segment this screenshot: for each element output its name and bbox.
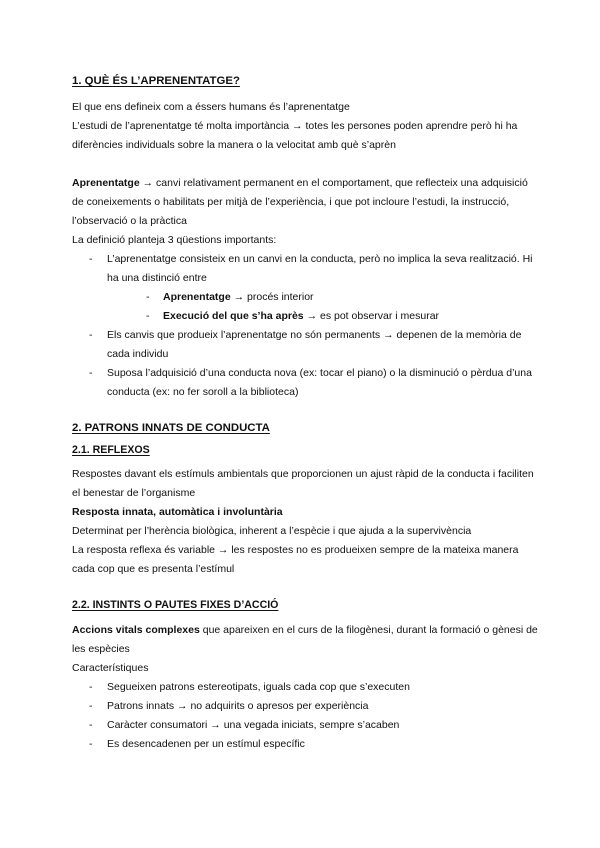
instints-heading: 2.2. INSTINTS O PAUTES FIXES D’ACCIÓ	[72, 599, 279, 611]
reflexos-paragraph-1: Respostes davant els estímuls ambientals que proporcionen un ajust ràpid de la conducta i faciliten el benestar de l’organisme	[72, 468, 534, 499]
reflexos-heading: 2.1. REFLEXOS	[72, 444, 150, 456]
sub-text-proces: → procés interior	[230, 291, 314, 303]
definition-term: Aprenentatge	[72, 177, 140, 189]
list-item: - Patrons innats → no adquirits o apresos per experiència	[72, 697, 542, 716]
instints-lead-text: que apareixen en el curs de la filogènesi, durant la formació o gènesi de les espècies	[72, 624, 538, 655]
question-1-sublist	[127, 288, 542, 326]
document-page	[72, 72, 542, 754]
sub-term-aprenentatge: Aprenentatge	[163, 291, 231, 303]
section-2-heading: 2. PATRONS INNATS DE CONDUCTA	[72, 422, 270, 434]
list-item: - Es desencadenen per un estímul específic	[72, 735, 542, 754]
reflexos-paragraph-2: Determinat per l’herència biològica, inherent a l’espècie i que ajuda a la supervivència	[72, 525, 472, 537]
list-item: - Suposa l’adquisició d’una conducta nova (ex: tocar el piano) o la disminució o pèrdua d’una conducta (ex: no fer soroll a la biblioteca)	[72, 364, 542, 402]
reflexos-bold-line	[72, 503, 542, 522]
list-item: - Segueixen patrons estereotipats, iguals cada cop que s’executen	[72, 678, 542, 697]
question-1-text: L’aprenentatge consisteix en un canvi en la conducta, però no implica la seva realització. Hi ha una distinció entre	[107, 253, 533, 284]
list-item: - Caràcter consumatori → una vegada iniciats, sempre s’acaben	[72, 716, 542, 735]
reflexos-paragraph-3: La resposta reflexa és variable → les respostes no es produeixen sempre de la mateixa manera cada cop que es presenta l’estímul	[72, 544, 519, 575]
list-item: - Els canvis que produeix l’aprenentatge no són permanents → depenen de la memòria de cada individu	[72, 326, 542, 364]
questions-list	[72, 250, 542, 402]
intro-line-1: El que ens defineix com a éssers humans és l’aprenentatge	[72, 101, 350, 113]
list-item	[72, 250, 542, 326]
characteristics-label: Característiques	[72, 662, 149, 674]
questions-intro: La definició planteja 3 qüestions importants:	[72, 234, 277, 246]
instints-lead-term: Accions vitals complexes	[72, 624, 200, 636]
sub-term-execucio: Execució del que s’ha après	[163, 310, 304, 322]
definition-paragraph	[72, 174, 542, 231]
characteristics-list	[72, 678, 542, 754]
sub-text-observar: → es pot observar i mesurar	[303, 310, 440, 322]
intro-line-2: L’estudi de l’aprenentatge té molta importància → totes les persones poden aprendre però hi ha diferències individuals sobre la manera o la velocitat amb què s’aprèn	[72, 120, 518, 151]
list-item	[127, 307, 542, 326]
reflexos-bold-text: Resposta innata, automàtica i involuntària	[72, 506, 283, 518]
section-1-heading: 1. QUÈ ÉS L’APRENENTATGE?	[72, 75, 240, 87]
instints-lead	[72, 621, 542, 659]
definition-text: → canvi relativament permanent en el comportament, que reflecteix una adquisició de coneixements o habilitats per mitjà de l’experiència, i que pot incloure l’estudi, la instrucció, l’observació o la pràctica	[72, 177, 528, 227]
list-item	[127, 288, 542, 307]
